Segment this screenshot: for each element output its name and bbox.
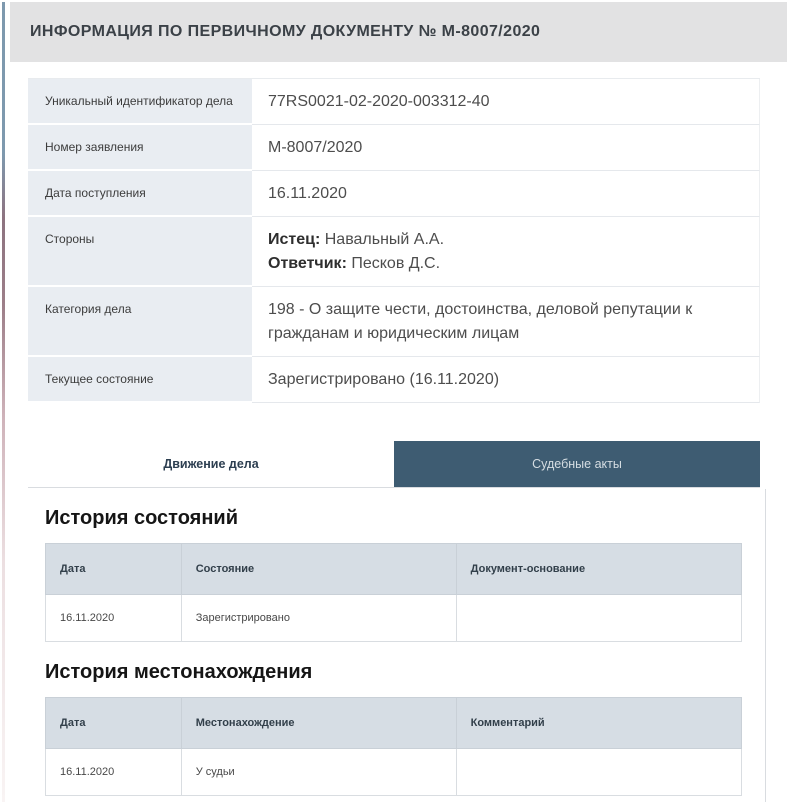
history-section-states bbox=[28, 506, 760, 642]
case-info-label: Уникальный идентификатор дела bbox=[28, 79, 252, 125]
content bbox=[28, 78, 760, 796]
table-row bbox=[46, 595, 742, 642]
location-history-table bbox=[45, 697, 742, 796]
column-header: Документ-основание bbox=[456, 544, 741, 595]
column-header: Состояние bbox=[181, 544, 456, 595]
column-header: Дата bbox=[46, 544, 182, 595]
case-info-value: 198 - О защите чести, достоинства, деловой репутации к гражданам и юридическим лицам bbox=[252, 287, 760, 357]
location-history-heading: История местонахождения bbox=[45, 661, 313, 683]
case-info-value: Зарегистрировано (16.11.2020) bbox=[252, 357, 760, 403]
case-info-row bbox=[28, 79, 760, 125]
case-info-label: Дата поступления bbox=[28, 171, 252, 217]
column-header: Местонахождение bbox=[181, 698, 456, 749]
page-header bbox=[10, 2, 787, 62]
history-section-location bbox=[28, 660, 760, 796]
table-row bbox=[46, 749, 742, 796]
case-info-value bbox=[252, 217, 760, 287]
case-info-label: Номер заявления bbox=[28, 125, 252, 171]
tab-judicial-acts[interactable]: Судебные акты bbox=[394, 441, 760, 487]
case-info-row bbox=[28, 125, 760, 171]
case-info-row bbox=[28, 217, 760, 287]
party-line: Истец: Навальный А.А. bbox=[268, 231, 445, 248]
tab-case-progress[interactable]: Движение дела bbox=[28, 441, 394, 487]
widget-right-border bbox=[765, 489, 766, 802]
table-cell: 16.11.2020 bbox=[46, 749, 182, 796]
table-cell: Зарегистрировано bbox=[181, 595, 456, 642]
party-line: Ответчик: Песков Д.С. bbox=[268, 255, 441, 272]
table-header-row bbox=[46, 544, 742, 595]
case-info-value: 16.11.2020 bbox=[252, 171, 760, 217]
states-history-table bbox=[45, 543, 742, 642]
case-info-row bbox=[28, 357, 760, 403]
page-edge-stripe bbox=[2, 2, 5, 802]
column-header: Комментарий bbox=[456, 698, 741, 749]
table-cell: У судьи bbox=[181, 749, 456, 796]
case-info-label: Текущее состояние bbox=[28, 357, 252, 403]
case-info-label: Стороны bbox=[28, 217, 252, 287]
case-info-value: 77RS0021-02-2020-003312-40 bbox=[252, 79, 760, 125]
table-cell bbox=[456, 595, 741, 642]
case-info-table bbox=[28, 78, 760, 403]
case-info-row bbox=[28, 287, 760, 357]
case-info-value: М-8007/2020 bbox=[252, 125, 760, 171]
states-history-heading: История состояний bbox=[45, 507, 239, 529]
page-title: ИНФОРМАЦИЯ ПО ПЕРВИЧНОМУ ДОКУМЕНТУ № М-8007/2020 bbox=[30, 23, 541, 40]
column-header: Дата bbox=[46, 698, 182, 749]
table-cell: 16.11.2020 bbox=[46, 595, 182, 642]
tabs bbox=[28, 441, 760, 488]
table-header-row bbox=[46, 698, 742, 749]
table-cell bbox=[456, 749, 741, 796]
case-info-label: Категория дела bbox=[28, 287, 252, 357]
case-info-row bbox=[28, 171, 760, 217]
